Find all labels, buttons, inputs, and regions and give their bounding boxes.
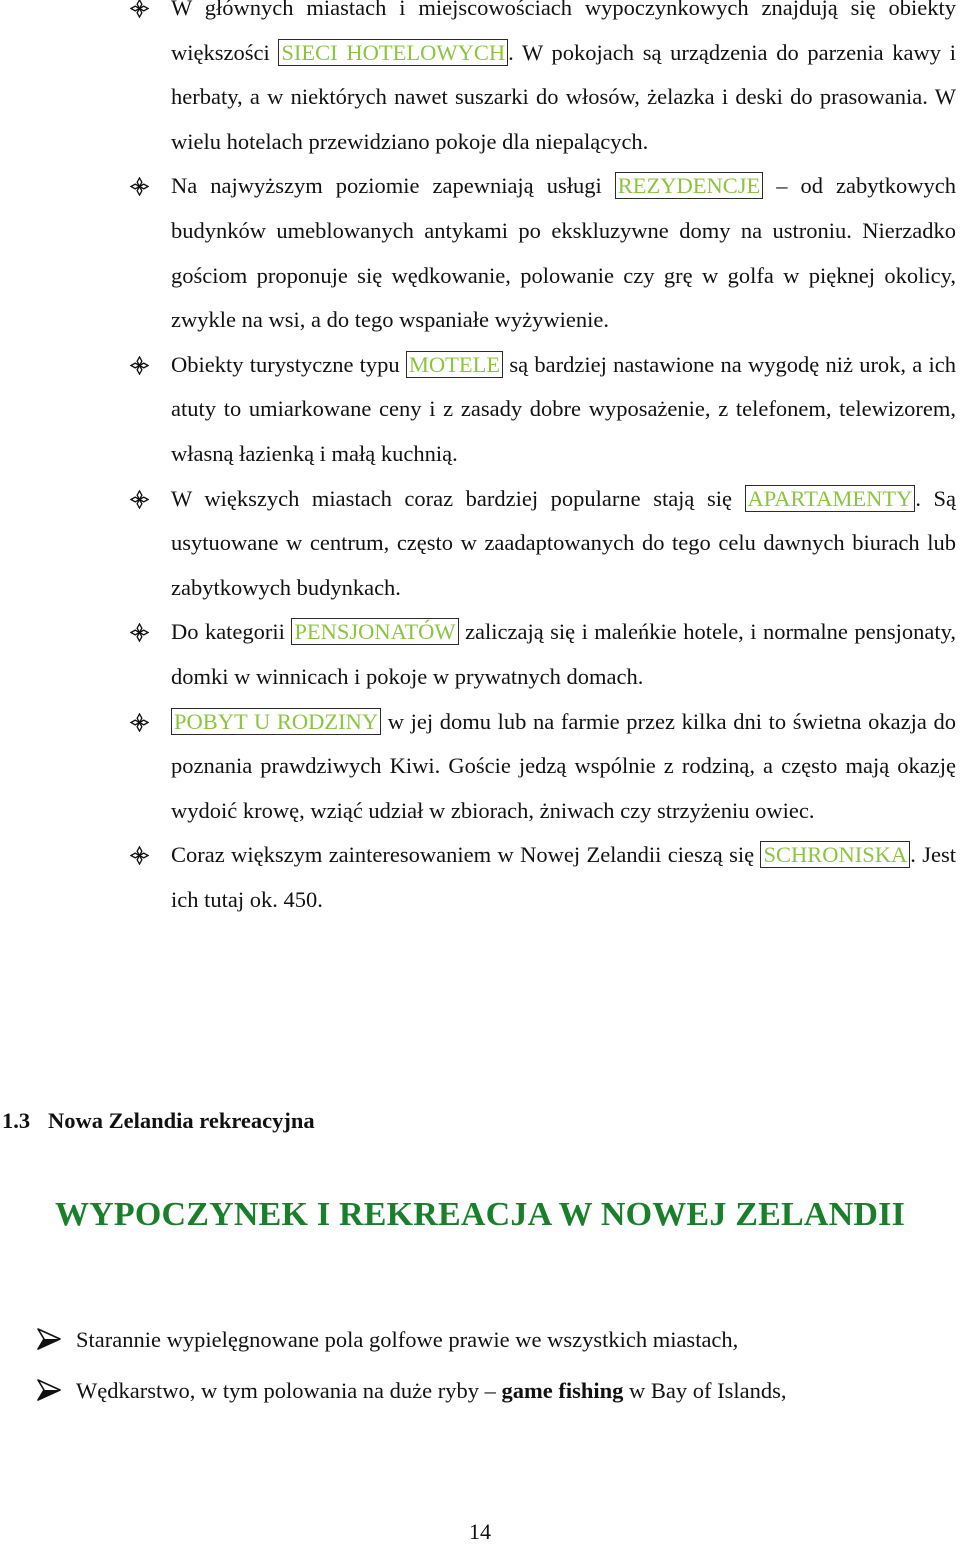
list-item-text-before: Wędkarstwo, w tym polowania na duże ryby – [76,1378,502,1403]
arrow-bullet-icon [36,1378,62,1402]
list-item [36,1365,936,1416]
arrow-bullet-icon [36,1327,62,1351]
list-item-text-before: Obiekty turystyczne typu [171,351,406,377]
list-item [36,1314,936,1365]
highlighted-term: APARTAMENTY [745,485,916,512]
section-number: 1.3 [2,1108,31,1133]
list-item-text-after: są bardziej nastawione na wygodę niż urok, a ich atuty to umiarkowane ceny i z zasady dobre wyposażenie, z telefonem, telewizorem, własną łazienką i małą kuchnią. [171,351,957,466]
four-diamond-bullet-icon [130,356,149,375]
bold-term: game fishing [501,1378,624,1403]
section-title: Nowa Zelandia rekreacyjna [48,1108,315,1133]
list-item-text-before: W większych miastach coraz bardziej popularne stają się [171,485,745,511]
four-diamond-bullet-icon [130,177,149,196]
list-item-text-after: – od zabytkowych budynków umeblowanych antykami po ekskluzywne domy na ustroniu. Nierzadko gościom proponuje się wędkowanie, polowanie czy grę w golfa w pięknej okolicy, zwykle na wsi, a do tego wspaniałe wyżywienie. [171,173,957,333]
list-item [130,833,956,922]
list-item-text-before: Do kategorii [171,619,292,645]
list-item-text-before: Na najwyższym poziomie zapewniają usługi [171,173,615,199]
list-item [130,164,956,342]
page-number: 14 [469,1519,491,1544]
highlighted-term: PENSJONATÓW [291,618,458,645]
recreation-list [36,1314,936,1416]
list-item-text-after: zaliczają się i maleńkie hotele, i normalne pensjonaty, domki w winnicach i pokoje w prywatnych domach. [171,619,956,689]
highlighted-term: POBYT U RODZINY [171,708,381,735]
list-item [130,343,956,477]
list-item-text-before: Coraz większym zainteresowaniem w Nowej Zelandii cieszą się [171,842,761,868]
list-item-text: Starannie wypielęgnowane pola golfowe prawie we wszystkich miastach, [76,1327,739,1352]
four-diamond-bullet-icon [130,0,149,18]
four-diamond-bullet-icon [130,846,149,865]
accommodation-list [130,0,956,922]
list-item-text-after: w Bay of Islands, [623,1378,787,1403]
highlighted-term: REZYDENCJE [615,172,764,199]
list-item [130,0,956,164]
page-title: WYPOCZYNEK I REKREACJA W NOWEJ ZELANDII [54,1196,906,1233]
list-item [130,477,956,611]
list-item-text-after: w jej domu lub na farmie przez kilka dni to świetna okazja do poznania prawdziwych Kiwi. Goście jedzą wspólnie z rodziną, a często mają okazję wydoić krowę, wziąć udział w zbiorach, żniwach czy strzyżeniu owiec. [171,708,956,823]
list-item [130,610,956,699]
list-item-text-before: W głównych miastach i miejscowościach wypoczynkowych znajdują się obiekty większości [171,0,956,65]
list-item-text-after: . Są usytuowane w centrum, często w zaadaptowanych do tego celu dawnych biurach lub zabytkowych budynkach. [171,485,957,600]
list-item [130,700,956,834]
four-diamond-bullet-icon [130,713,149,732]
four-diamond-bullet-icon [130,490,149,509]
list-item-text-after: . Jest ich tutaj ok. 450. [171,842,957,912]
highlighted-term: SCHRONISKA [760,841,910,868]
list-item-text-after: . W pokojach są urządzenia do parzenia kawy i herbaty, a w niektórych nawet suszarki do włosów, żelazka i deski do prasowania. W wielu hotelach przewidziano pokoje dla niepalących. [171,39,956,154]
four-diamond-bullet-icon [130,623,149,642]
section-heading [2,1108,315,1134]
highlighted-term: SIECI HOTELOWYCH [278,39,508,66]
highlighted-term: MOTELE [406,351,503,378]
